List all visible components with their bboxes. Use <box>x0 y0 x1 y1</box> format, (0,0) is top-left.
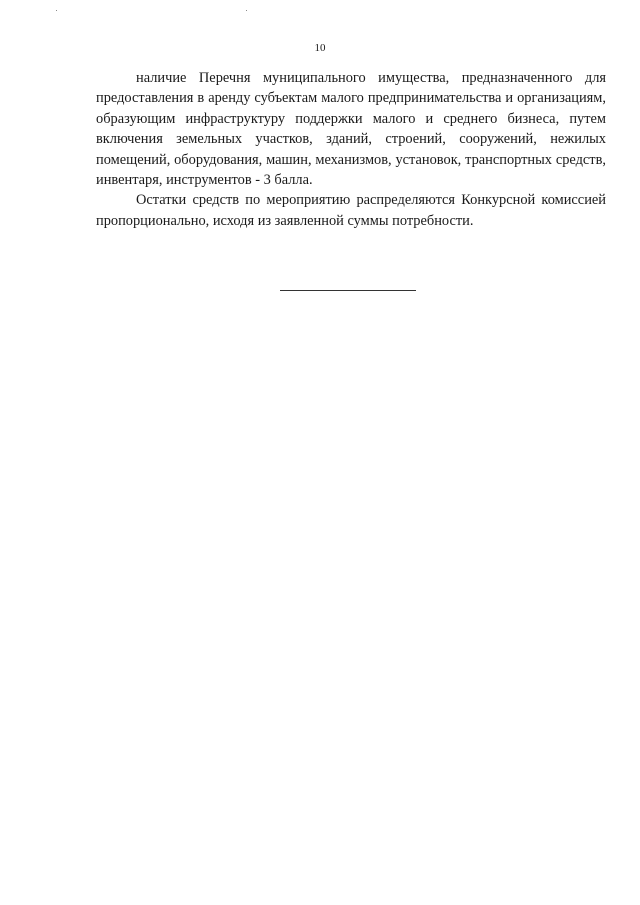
scan-artifact-dot <box>246 10 247 11</box>
scan-artifact-dot <box>56 10 57 11</box>
paragraph-municipal-property: наличие Перечня муниципального имущества, предназначенного для предоставления в аренду субъектам малого предпринимательства и организациям, образующим инфраструктуру поддержки малого и среднего бизнеса, путем включения земельных участков, зданий, строений, сооружений, нежилых помещений, оборудования, машин, механизмов, установок, транспортных средств, инвентаря, инструментов - 3 балла. <box>96 70 606 189</box>
document-body <box>96 68 606 231</box>
paragraph-remaining-funds: Остатки средств по мероприятию распределяются Конкурсной комиссией пропорционально, исходя из заявленной суммы потребности. <box>96 192 606 229</box>
end-of-text-separator <box>280 290 416 291</box>
page-number: 10 <box>314 42 326 54</box>
